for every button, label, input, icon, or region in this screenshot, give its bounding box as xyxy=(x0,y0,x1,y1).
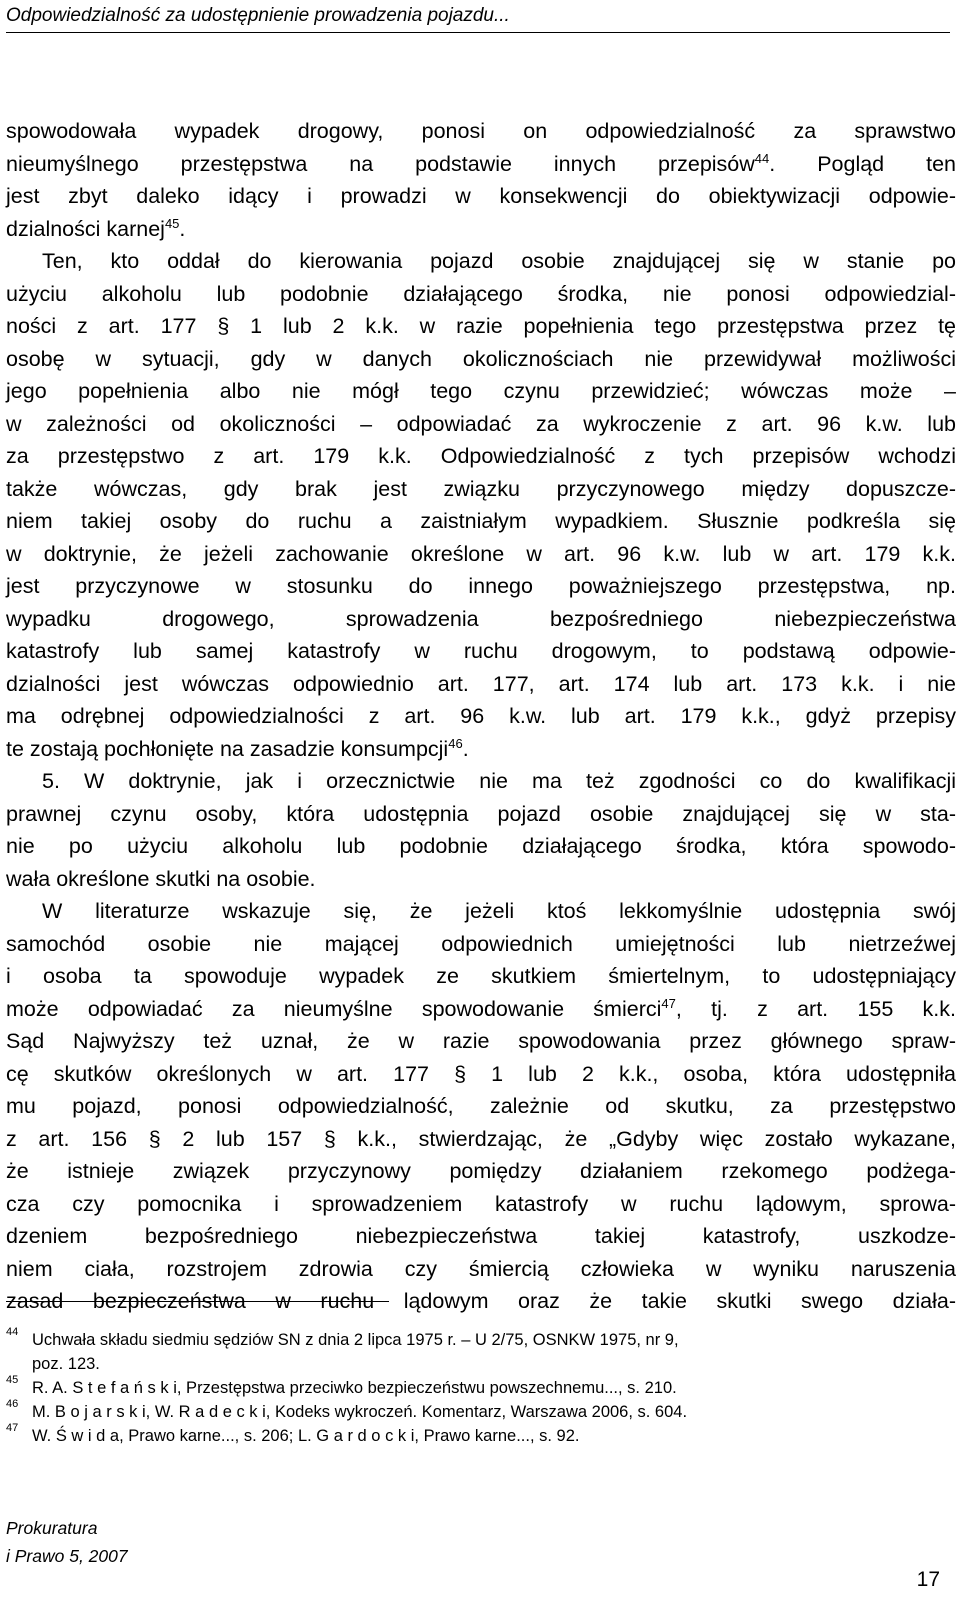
text-line xyxy=(6,635,956,668)
footnote-ref: 46 xyxy=(448,735,463,751)
journal-info xyxy=(6,1514,128,1570)
text-line-content: Sąd Najwyższy też uznał, że w razie spowodowania przez głównego spraw- xyxy=(6,1029,956,1053)
footnote-text: Uchwała składu siedmiu sędziów SN z dnia 2 lipca 1975 r. – U 2/75, OSNKW 1975, nr 9, xyxy=(32,1331,679,1349)
text-line xyxy=(6,1123,956,1156)
footnote-ref: 44 xyxy=(754,150,770,166)
text-line xyxy=(6,375,956,408)
text-line xyxy=(6,765,956,798)
text-line-content: zasad bezpieczeństwa w ruchu lądowym oraz że takie skutki swego działa- xyxy=(6,1289,956,1313)
text-line xyxy=(6,1220,956,1253)
text-line-content: ma odrębnej odpowiedzialności z art. 96 k.w. lub art. 179 k.k., gdyż przepisy xyxy=(6,704,956,728)
footnote-text: M. B o j a r s k i, W. R a d e c k i, Kodeks wykroczeń. Komentarz, Warszawa 2006, s. 604. xyxy=(32,1403,688,1421)
footnote-number xyxy=(6,1325,32,1352)
journal-name: Prokuratura xyxy=(6,1518,98,1538)
main-text xyxy=(6,115,956,1318)
text-line-content: nie po użyciu alkoholu lub podobnie działającego środka, która spowodo- xyxy=(6,834,956,858)
footnote-text: R. A. S t e f a ń s k i, Przestępstwa przeciwko bezpieczeństwu powszechnemu..., s. 210. xyxy=(32,1379,677,1397)
text-line xyxy=(6,1253,956,1286)
text-line xyxy=(6,180,956,213)
text-line-content: prawnej czynu osoby, która udostępnia pojazd osobie znajdującej się w sta- xyxy=(6,801,956,826)
text-line xyxy=(6,1025,956,1058)
footnote-number-text: 44 xyxy=(6,1325,19,1338)
text-line xyxy=(6,700,956,733)
text-line-content: W literaturze wskazuje się, że jeżeli ktoś lekkomyślnie udostępnia swój xyxy=(42,899,956,923)
text-line-content: że istnieje związek przyczynowy pomiędzy działaniem rzekomego podżega- xyxy=(6,1159,956,1183)
text-line-content: także wówczas, gdy brak jest związku przyczynowego między dopuszcze- xyxy=(6,476,956,501)
footnote-number xyxy=(6,1397,32,1424)
text-line xyxy=(6,538,956,571)
text-line-content: 5. W doktrynie, jak i orzecznictwie nie ma też zgodności co do kwalifikacji xyxy=(42,769,956,793)
text-line xyxy=(6,408,956,441)
text-line xyxy=(6,798,956,831)
text-line xyxy=(6,928,956,961)
running-title: Odpowiedzialność za udostępnienie prowadzenia pojazdu... xyxy=(6,4,950,33)
text-line-content: wała określone skutki na osobie. xyxy=(6,866,316,891)
text-line-tail: . xyxy=(462,736,469,761)
text-line-tail: . xyxy=(179,216,186,241)
text-line-tail: . Pogląd ten xyxy=(769,151,956,176)
text-line-tail: , tj. z art. 155 k.k. xyxy=(675,996,956,1021)
footnote xyxy=(6,1397,956,1424)
footnote-ref: 47 xyxy=(661,995,676,1011)
text-line-content: jest zbyt daleko idący i prowadzi w konsekwencji do obiektywizacji odpowie- xyxy=(6,184,956,208)
text-line-content: za przestępstwo z art. 179 k.k. Odpowiedzialność z tych przepisów wchodzi xyxy=(6,444,956,468)
text-line-content: w doktrynie, że jeżeli zachowanie określone w art. 96 k.w. lub w art. 179 k.k. xyxy=(6,541,956,566)
text-line xyxy=(6,440,956,473)
footnote-text: W. Ś w i d a, Prawo karne..., s. 206; L. G a r d o c k i, Prawo karne..., s. 92. xyxy=(32,1427,580,1445)
page-number: 17 xyxy=(916,1568,940,1591)
text-line-content: cza czy pomocnika i sprowadzeniem katastrofy w ruchu lądowym, sprowa- xyxy=(6,1191,956,1216)
text-line-content: wypadku drogowego, sprowadzenia bezpośredniego niebezpieczeństwa xyxy=(6,606,956,631)
text-line xyxy=(6,668,956,701)
text-line xyxy=(6,960,956,993)
text-line xyxy=(6,1188,956,1221)
text-line-content: niem takiej osoby do ruchu a zaistniałym wypadkiem. Słusznie podkreśla się xyxy=(6,509,956,533)
footnote xyxy=(6,1421,956,1448)
text-line xyxy=(6,343,956,376)
text-line-content: Ten, kto oddał do kierowania pojazd osobie znajdującej się w stanie po xyxy=(42,249,956,273)
footnote-continuation: poz. 123. xyxy=(32,1355,100,1373)
text-line-content: z art. 156 § 2 lub 157 § k.k., stwierdzając, że „Gdyby więc zostało wykazane, xyxy=(6,1126,956,1151)
text-line-content: dzialności jest wówczas odpowiednio art. 177, art. 174 lub art. 173 k.k. i nie xyxy=(6,671,956,696)
footnote xyxy=(6,1325,956,1352)
text-line-content: ności z art. 177 § 1 lub 2 k.k. w razie popełnienia tego przestępstwa przez tę xyxy=(6,314,956,338)
journal-issue: i Prawo 5, 2007 xyxy=(6,1546,128,1566)
text-line xyxy=(6,993,956,1026)
text-line-content: nieumyślnego przestępstwa na podstawie innych przepisów xyxy=(6,151,755,176)
text-line xyxy=(6,310,956,343)
text-line-content: katastrofy lub samej katastrofy w ruchu drogowym, to podstawą odpowie- xyxy=(6,639,956,663)
text-line-content: użyciu alkoholu lub podobnie działającego środka, nie ponosi odpowiedzial- xyxy=(6,281,956,306)
text-line xyxy=(6,830,956,863)
text-line xyxy=(6,115,956,148)
text-line xyxy=(6,1058,956,1091)
footnote-divider xyxy=(6,1301,389,1302)
text-line xyxy=(6,863,956,896)
text-line-content: osobę w sytuacji, gdy w danych okolicznościach nie przewidywał możliwości xyxy=(6,346,956,371)
text-line xyxy=(6,570,956,603)
footnote-number-text: 45 xyxy=(6,1373,19,1386)
text-line-content: mu pojazd, ponosi odpowiedzialność, zależnie od skutku, za przestępstwo xyxy=(6,1094,956,1118)
footnote-number xyxy=(6,1421,32,1448)
text-line xyxy=(6,895,956,928)
text-line xyxy=(6,733,956,766)
text-line-content: dzialności karnej xyxy=(6,216,165,241)
text-line-content: w zależności od okoliczności – odpowiadać za wykroczenie z art. 96 k.w. lub xyxy=(6,411,956,436)
text-line-content: jego popełnienia albo nie mógł tego czynu przewidzieć; wówczas może – xyxy=(6,379,956,403)
text-line-content: te zostają pochłonięte na zasadzie konsumpcji xyxy=(6,736,449,761)
footnotes xyxy=(6,1325,956,1448)
text-line-content: samochód osobie nie mającej odpowiednich umiejętności lub nietrzeźwej xyxy=(6,931,956,956)
text-line xyxy=(6,245,956,278)
text-line xyxy=(6,1155,956,1188)
footnote-ref: 45 xyxy=(164,215,180,231)
text-line xyxy=(6,278,956,311)
text-line xyxy=(6,505,956,538)
text-line-content: jest przyczynowe w stosunku do innego poważniejszego przestępstwa, np. xyxy=(6,574,956,598)
text-line-content: i osoba ta spowoduje wypadek ze skutkiem śmiertelnym, to udostępniający xyxy=(6,964,956,988)
text-line-content: spowodowała wypadek drogowy, ponosi on odpowiedzialność za sprawstwo xyxy=(6,119,956,143)
footnote xyxy=(6,1373,956,1400)
text-line xyxy=(6,213,956,246)
footnote-number xyxy=(6,1373,32,1400)
footnote-number-text: 46 xyxy=(6,1397,19,1410)
text-line xyxy=(6,603,956,636)
text-line xyxy=(6,473,956,506)
text-line xyxy=(6,148,956,181)
text-line xyxy=(6,1090,956,1123)
text-line-content: cę skutków określonych w art. 177 § 1 lub 2 k.k., osoba, która udostępniła xyxy=(6,1061,956,1086)
footnote-number-text: 47 xyxy=(6,1421,19,1434)
text-line-content: niem ciała, rozstrojem zdrowia czy śmiercią człowieka w wyniku naruszenia xyxy=(6,1256,956,1281)
text-line-content: może odpowiadać za nieumyślne spowodowanie śmierci xyxy=(6,996,662,1021)
text-line-content: dzeniem bezpośredniego niebezpieczeństwa takiej katastrofy, uszkodze- xyxy=(6,1224,956,1248)
